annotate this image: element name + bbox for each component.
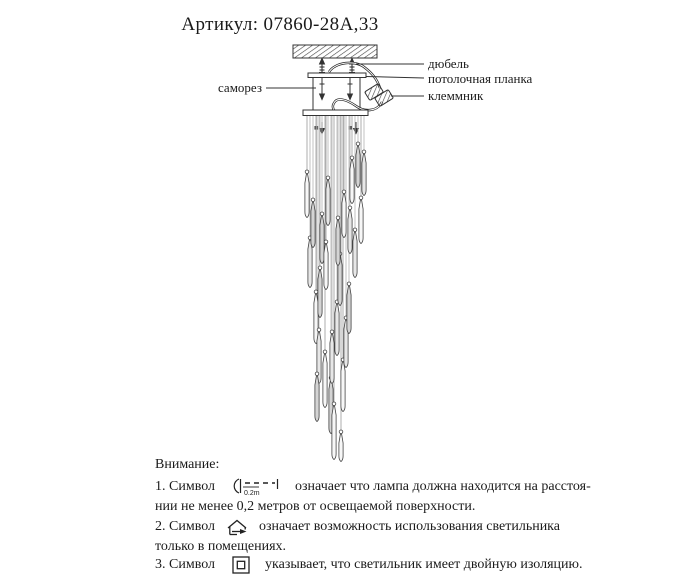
svg-text:0.2m: 0.2m [244,490,260,497]
warning-2-text: означает возможность использования светильника [259,519,560,534]
label-planka: потолочная планка [428,71,533,86]
ceiling-block [293,45,377,58]
warning-1-text: означает что лампа должна находится на расстоя- [295,479,591,494]
mounting-screw-left [320,78,325,100]
dowel-screw-right [349,59,355,73]
pendants [305,142,366,462]
ceiling-plate [308,73,366,78]
warning-2-text-cont: только в помещениях. [155,539,287,554]
terminal-block [365,84,394,107]
label-samorez: саморез [218,80,262,95]
warning-1-text-cont: нии не менее 0,2 метров от освещаемой поверхности. [155,499,476,514]
min-distance-icon [227,476,287,498]
warning-1-prefix: 1. Символ [155,479,216,494]
warning-item-1 [155,476,591,498]
double-insulation-icon [231,555,251,575]
label-dyubel: дюбель [428,56,469,71]
warning-2-prefix: 2. Символ [155,519,216,534]
dowel-screw-left [319,59,325,73]
label-klemmnik: клеммник [428,88,484,103]
canopy-hook-right [349,122,358,134]
mounting-screw-right [348,78,353,100]
warning-3-text: указывает, что светильник имеет двойную изоляцию. [265,557,583,572]
warnings-heading: Внимание: [155,457,220,472]
canopy [303,110,368,116]
indoor-use-icon [225,518,249,537]
warning-item-2 [155,517,560,537]
warning-3-prefix: 3. Символ [155,557,216,572]
warning-item-3 [155,555,582,575]
leader-lines [266,64,424,96]
page-title: Артикул: 07860-28А,33 [181,14,379,35]
